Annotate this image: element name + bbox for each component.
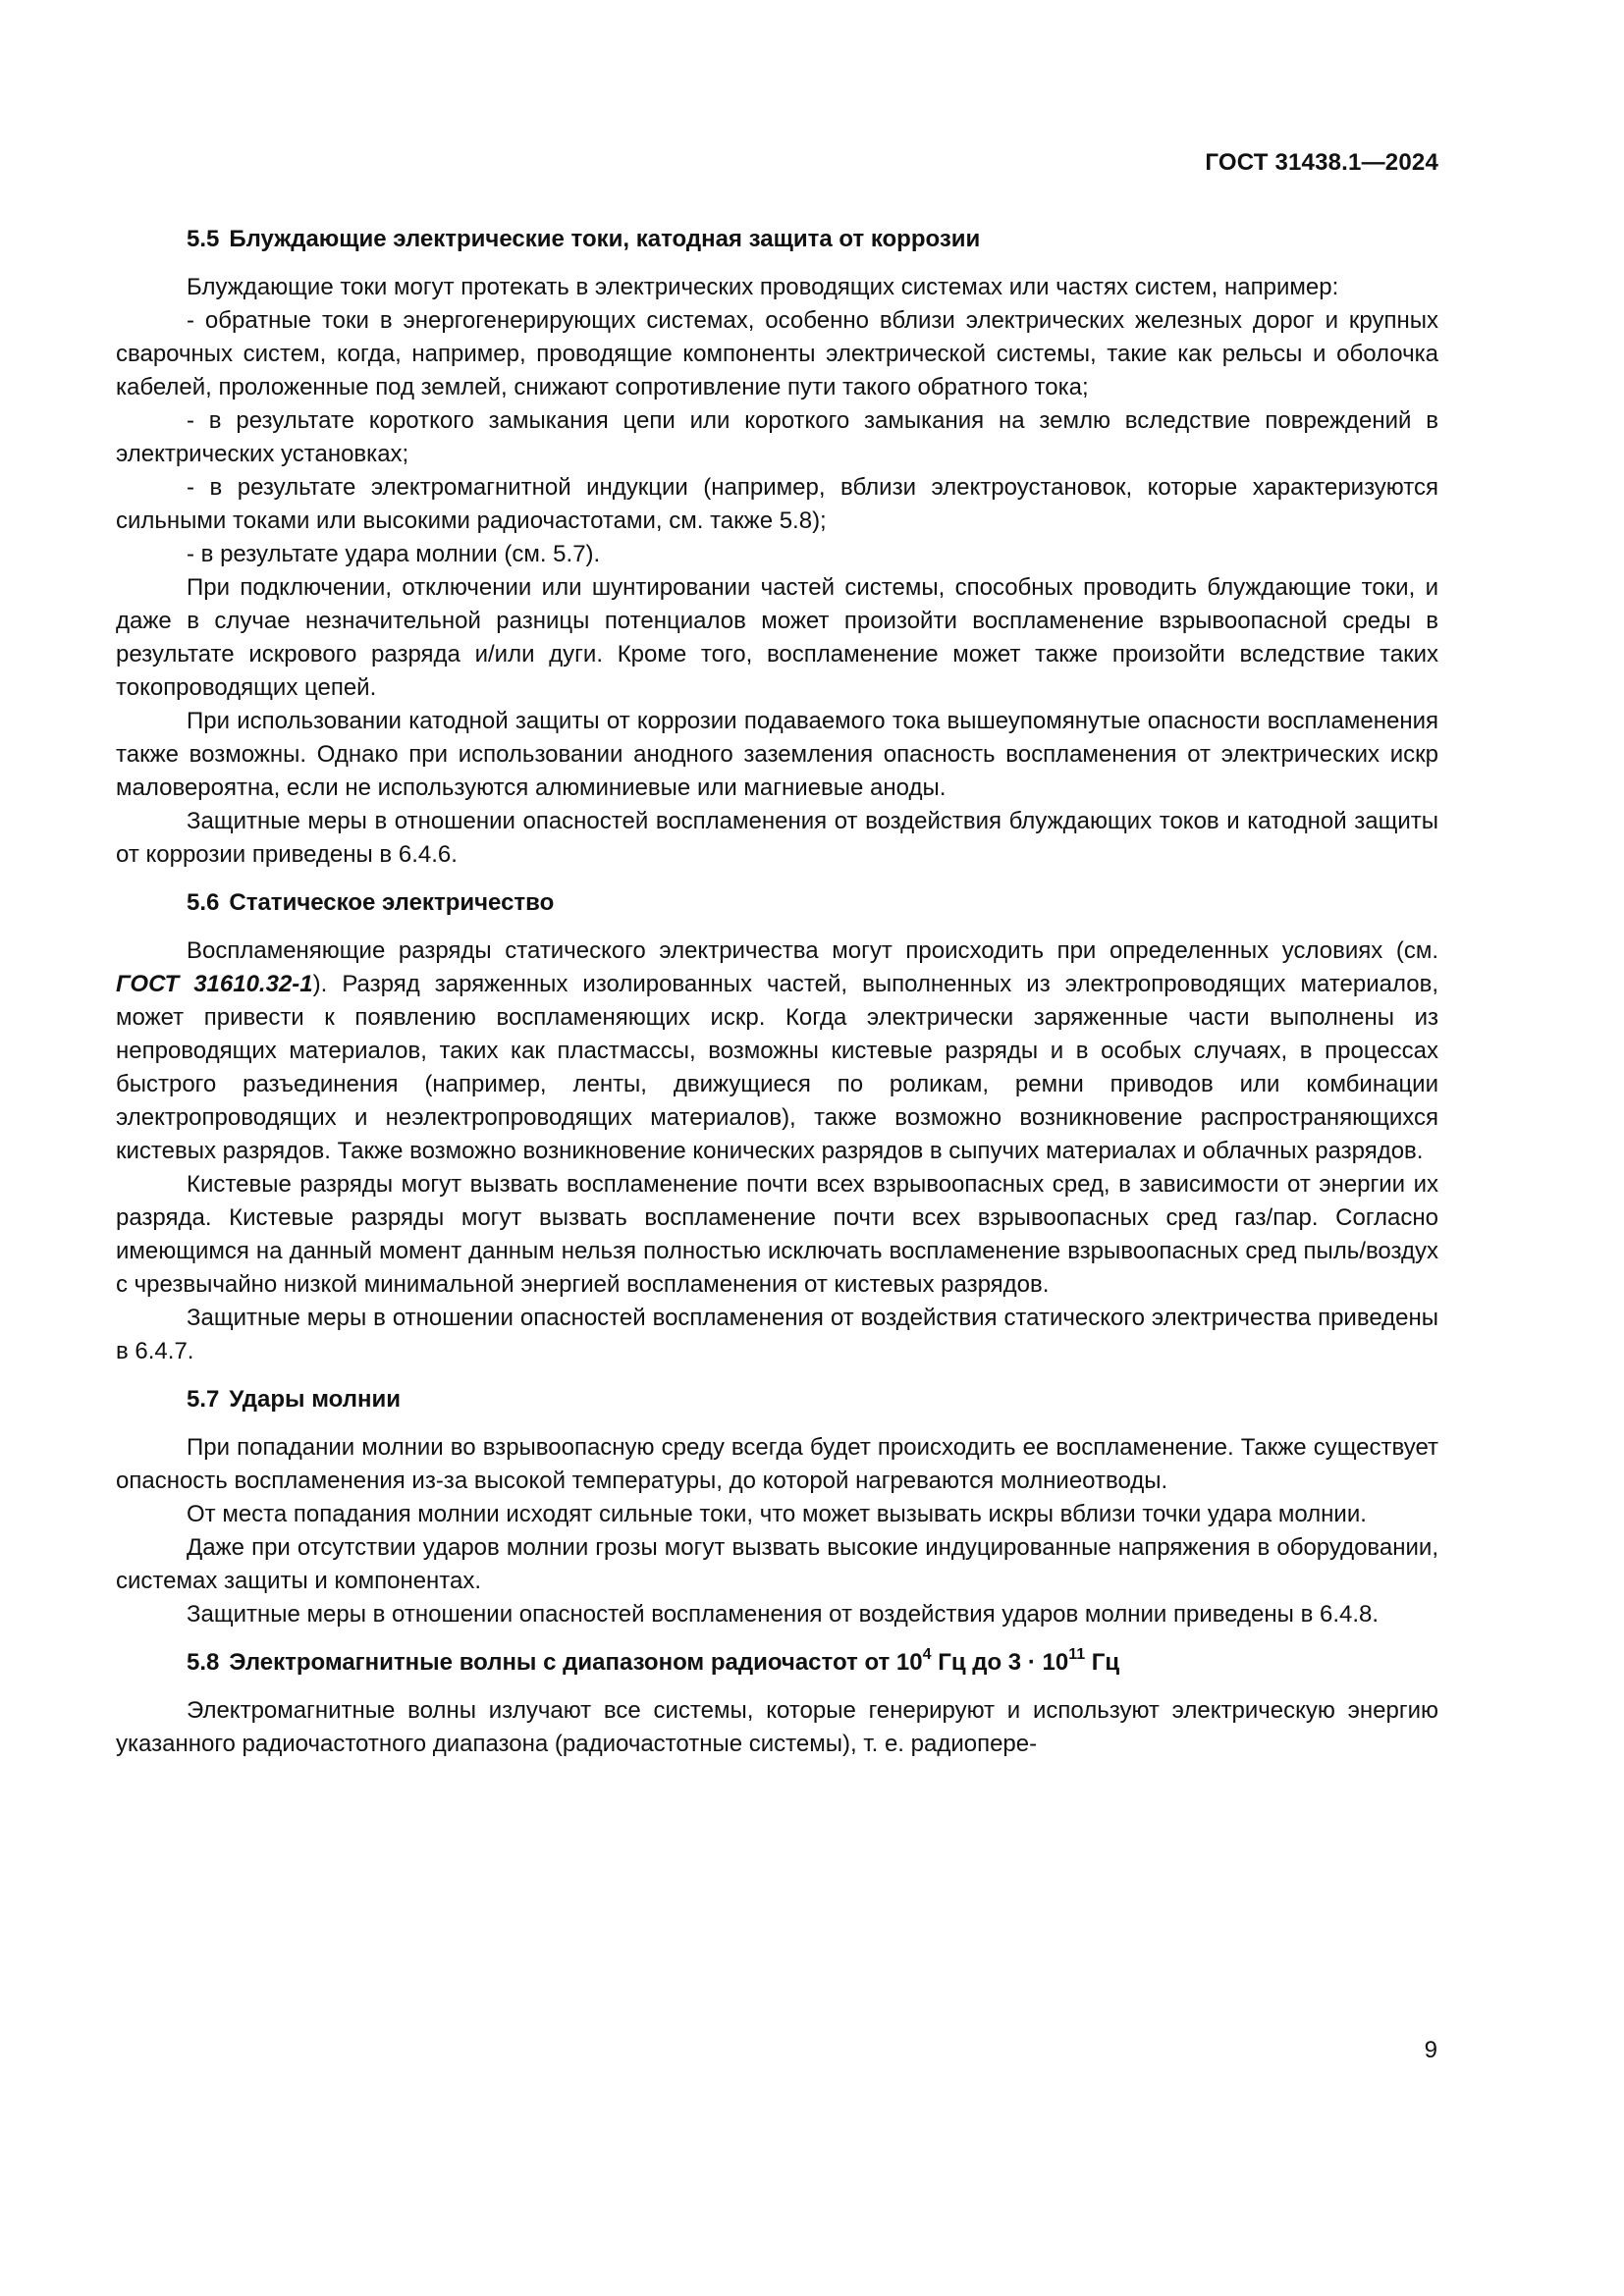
section-number: 5.7: [187, 1386, 220, 1413]
paragraph: При использовании катодной защиты от коррозии подаваемого тока вышеупомянутые опасности воспламенения также возможны. Однако при использовании анодного заземления опасность воспламенения от электрических искр маловероятна, если не используются алюминиевые или магниевые аноды.: [116, 708, 1438, 801]
section-title: Статическое электричество: [229, 889, 555, 916]
section-title: Электромагнитные волны с диапазоном радиочастот от 10: [229, 1649, 923, 1676]
section-title: Блуждающие электрические токи, катодная защита от коррозии: [229, 226, 981, 252]
section-5-6: [116, 886, 1438, 1368]
paragraph: Кистевые разряды могут вызвать воспламенение почти всех взрывоопасных сред, в зависимости от энергии их разряда. Кистевые разряды могут вызвать воспламенение почти всех взрывоопасных сред газ/пар. Согласно имеющимся на данный момент данным нельзя полностью исключать воспламенение взрывоопасных сред пыль/воздух с чрезвычайно низкой минимальной энергией воспламенения от кистевых разрядов.: [116, 1171, 1438, 1298]
paragraph: От места попадания молнии исходят сильные токи, что может вызывать искры вблизи точки удара молнии.: [187, 1501, 1367, 1527]
paragraph-text: Воспламеняющие разряды статического электричества могут происходить при определенных условиях (см.: [187, 937, 1438, 964]
list-item: - в результате короткого замыкания цепи или короткого замыкания на землю вследствие повреждений в электрических установках;: [116, 407, 1438, 467]
paragraph: При попадании молнии во взрывоопасную среду всегда будет происходить ее воспламенение. Также существует опасность воспламенения из-за высокой температуры, до которой нагреваются молниеотводы.: [116, 1434, 1438, 1494]
list-item: - в результате электромагнитной индукции (например, вблизи электроустановок, которые характеризуются сильными токами или высокими радиочастотами, см. также 5.8);: [116, 474, 1438, 534]
section-5-8: [116, 1646, 1438, 1761]
paragraph: Электромагнитные волны излучают все системы, которые генерируют и используют электрическую энергию указанного радиочастотного диапазона (радиочастотные системы), т. е. радиопере-: [116, 1697, 1438, 1757]
section-number: 5.5: [187, 226, 220, 252]
section-5-7: [116, 1383, 1438, 1631]
list-item: - в результате удара молнии (см. 5.7).: [187, 541, 601, 567]
paragraph: Блуждающие токи могут протекать в электрических проводящих системах или частях систем, например:: [187, 274, 1339, 300]
section-title: Гц до 3 · 10: [931, 1649, 1069, 1676]
paragraph: Защитные меры в отношении опасностей воспламенения от воздействия блуждающих токов и катодной защиты от коррозии приведены в 6.4.6.: [116, 808, 1438, 868]
section-heading: [116, 886, 1438, 920]
exponent: 4: [922, 1646, 932, 1663]
paragraph: Даже при отсутствии ударов молнии грозы могут вызвать высокие индуцированные напряжения в оборудовании, системах защиты и компонентах.: [116, 1534, 1438, 1594]
section-5-5: [116, 223, 1438, 872]
section-heading: [116, 223, 1438, 256]
paragraph: При подключении, отключении или шунтировании частей системы, способных проводить блуждающие токи, и даже в случае незначительной разницы потенциалов может произойти воспламенение взрывоопасной среды в результате искрового разряда и/или дуги. Кроме того, воспламенение может также произойти вследствие таких токопроводящих цепей.: [116, 574, 1438, 701]
standard-reference: ГОСТ 31610.32-1: [116, 971, 313, 997]
section-title: Гц: [1085, 1649, 1120, 1676]
page-number: 9: [1424, 2037, 1437, 2063]
document-body: [116, 223, 1438, 1776]
section-title: Удары молнии: [229, 1386, 401, 1413]
paragraph: [116, 934, 1438, 1168]
exponent: 11: [1068, 1646, 1086, 1663]
paragraph: Защитные меры в отношении опасностей воспламенения от воздействия статического электричества приведены в 6.4.7.: [116, 1305, 1438, 1364]
section-heading: [116, 1646, 1438, 1680]
list-item: - обратные токи в энергогенерирующих системах, особенно вблизи электрических железных дорог и крупных сварочных систем, когда, например, проводящие компоненты электрической системы, такие как рельсы и оболочка кабелей, проложенные под землей, снижают сопротивление пути такого обратного тока;: [116, 307, 1438, 400]
section-number: 5.8: [187, 1649, 220, 1676]
paragraph-text: ). Разряд заряженных изолированных частей, выполненных из электропроводящих материалов, может привести к появлению воспламеняющих искр. Когда электрически заряженные части выполнены из непроводящих материалов, таких как пластмассы, возможны кистевые разряды и в особых случаях, в процессах быстрого разъединения (например, ленты, движущиеся по роликам, ремни приводов или комбинации электропроводящих и неэлектропроводящих материалов), также возможно возникновение распространяющихся кистевых разрядов. Также возможно возникновение конических разрядов в сыпучих материалах и облачных разрядов.: [116, 971, 1438, 1164]
paragraph: Защитные меры в отношении опасностей воспламенения от воздействия ударов молнии приведены в 6.4.8.: [187, 1601, 1380, 1628]
section-heading: [116, 1383, 1438, 1416]
section-number: 5.6: [187, 889, 220, 916]
document-code-header: ГОСТ 31438.1—2024: [1205, 149, 1438, 176]
